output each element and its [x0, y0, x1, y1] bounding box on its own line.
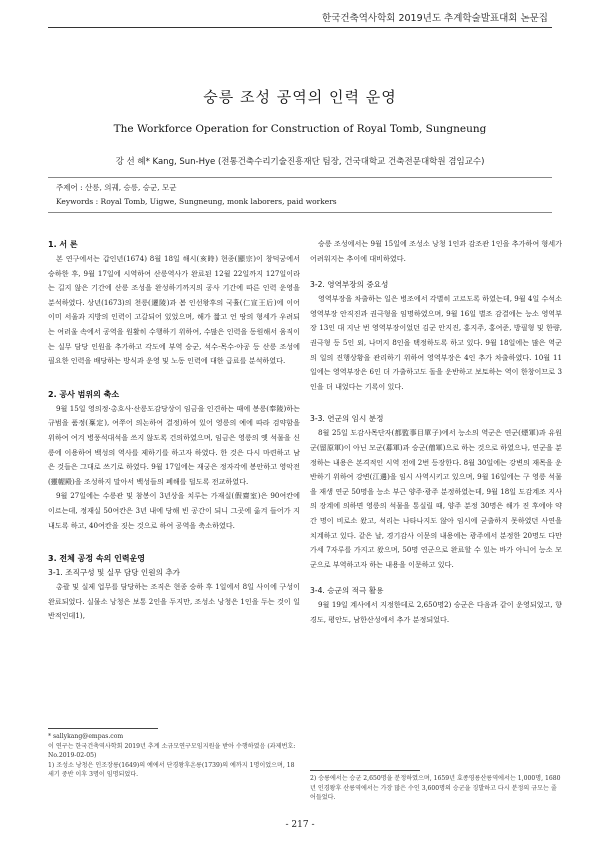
- running-header: [48, 8, 552, 28]
- section-3-1-heading: 3-1. 조직구성 및 실무 담당 인원의 추가: [48, 568, 180, 578]
- keywords-english: Keywords : Royal Tomb, Uigwe, Sungneung, monk laborers, paid workers: [56, 197, 337, 206]
- section-3-3-heading: 3-3. 연군의 임시 분정: [310, 414, 384, 424]
- footnotes-right: [310, 774, 562, 803]
- author-line: 강 선 혜* Kang, Sun-Hye (전통건축수리기술진흥재단 팀장, 건국대학교 건축전문대학원 겸임교수): [115, 157, 485, 167]
- footnotes-left: [48, 732, 300, 780]
- section-3-2-paragraph: 영역부장을 차출하는 일은 병조에서 각별히 고르도록 하였는데, 9월 4일 수석소 영역부장 안직진과 권극형을 임명하였으며, 9월 16일 별조 감결에는 능소 영역부장 13인 대 지난 번 영역부장이었던 김군 안지진, 홍지주, 홍여준, 방필형 및 한량, 권극형 등 5인 외, 나머지 8인을 택정하도록 하고 있다. 9월 18일에는 많은 역군의 일의 진행상황을 관리하기 위하여 영역부장은 4인 추가 차출하였다. 10월 11일에는 영역부장은 6인 더 가출하고도 돌을 운반하고 보토하는 역이 한창이므로 3인을 더 내었다는 기록이 있다.: [310, 294, 563, 391]
- footnote-1: 1) 조성소 낭청은 인조장릉(1649)의 예에서 단경왕후온릉(1739)의 예까지 1명이었으며, 18세기 중반 이후 3명이 임명되었다.: [48, 761, 295, 778]
- footnote-funding: 이 연구는 한국건축역사학회 2019년 추계 소규모연구모임지원을 받아 수행하였음 (과제번호: No.2019-02-05): [48, 742, 296, 759]
- section-3-3-paragraph: 8월 25일 도감사목단자(都監事目單子)에서 능소의 역군은 연군(煙軍)과 유원군(留原軍)이 아닌 모군(募軍)과 승군(僧軍)으로 하는 것으로 하였으나, 연군을 분정하는 내용은 본격적인 시역 전에 2번 등장한다. 8월 30일에는 강변의 재목을 운반하기 위하여 강변(江邊)을 임시 사역시키고 있으며, 9월 16일에는 구 영릉 석물을 재생 연군 50명을 능소 부근 양주·광주 분정하였는데, 9월 18일 도감계조 지사의 장계에 의하면 영릉의 석물을 통실릴 때, 양주 분정 30명은 해가 진 후에야 약간 명이 비로소 왔고, 석리는 나타나지도 않아 임시에 굳출하지 못하였던 사연을 치계하고 있다. 같은 날, 경기감사 이문의 내용에는 광주에서 분정한 20명도 다만 가세 7자루를 가지고 왔으며, 50명 연군으로 완료할 수 있는 바가 아니어 능소 모군으로 부역하고자 하는 내용을 이문하고 있다.: [310, 428, 562, 569]
- header-text: 한국건축역사학회 2019년도 추계학술발표대회 논문집: [322, 13, 548, 24]
- section-3-4-heading: 3-4. 승군의 적극 활용: [310, 586, 384, 596]
- continued-paragraph: 승릉 조성에서는 9월 15일에 조성소 낭청 1인과 감조관 1인을 추가하여 형세가 어려워지는 추이에 대비하였다.: [310, 239, 562, 263]
- section-3-1-paragraph: 총괄 및 실제 업무를 담당하는 조직은 현종 승하 후 1일에서 8일 사이에 구성이 완료되었다. 실물소 낭청은 보통 2인을 두지만, 조성소 낭청은 1인을 두는 것이 일반적인데1),: [48, 582, 300, 621]
- section-3-4-paragraph: 9월 19일 계사에서 지정한데로 2,650명2) 승군은 다음과 같이 운영되었고, 향경도, 평안도, 남한산성에서 추가 분정되었다.: [310, 600, 562, 624]
- section-3-heading: 3. 전체 공정 속의 인력운영: [48, 554, 146, 564]
- keywords-korean: 주제어 : 산릉, 의궤, 승릉, 승군, 모군: [56, 183, 177, 192]
- section-2-paragraph-2: 9월 27일에는 수릉관 및 참봉이 3년상을 치루는 가재실(假齋室)은 90여칸에 이르는데, 정재실 50여칸은 3년 내에 당해 빈 공간이 되니 그곳에 옮겨 들어가 지내도록 하고, 40여칸을 짓는 것으로 하여 공역을 축소하였다.: [48, 491, 300, 530]
- section-1-heading: 1. 서 론: [48, 240, 78, 249]
- footnote-email: * sallykang@empas.com: [48, 733, 124, 740]
- footnote-rule-right: [310, 770, 420, 771]
- left-column: [48, 237, 300, 624]
- section-1-paragraph: 본 연구에서는 갑인년(1674) 8월 18일 해시(亥時) 현종(顯宗)이 창덕궁에서 승하한 후, 9월 17일에 시역하여 산릉역사가 완료된 12월 22일까지 127일이라는 길지 않은 기간에 산릉 조성을 완성하기까지의 공사 기간에 따른 인력 운영을 분석하였다. 상년(1673)의 천릉(遷陵)과 봄 인선왕후의 국휼(仁宣王后)에 이어 이미 서울과 지방의 인력이 고갈되어 있었으며, 해가 짧고 언 땅의 형세가 우려되는 여러울 속에서 공역을 원활히 수행하기 위하여, 수많은 인력을 동원해서 움직이는 실무 담당 인원을 추가하고 각도에 부역 승군, 석수·목수·야공 등 산릉 조성에 필요한 인력을 배당하는 방식과 운영 및 노동 인력에 대한 급료를 분석하였다.: [48, 254, 300, 366]
- right-column: [310, 237, 562, 627]
- section-3-2-heading: 3-2. 영역부장의 중요성: [310, 280, 389, 290]
- title-english: The Workforce Operation for Construction of Royal Tomb, Sungneung: [113, 123, 487, 135]
- section-2-paragraph-1: 9월 15일 영의정·총호사·산릉도감당상이 임금을 인견하는 때에 봉릉(奉陵)하는 규범을 품정(稟定), 여쭈어 의논하여 결정)하여 있어 영릉의 예에 따라 검약함을 위하여 여겨 병풍석대석을 쓰지 않도록 건의하였으며, 임금은 영릉의 옛 석물을 신릉에 이용하여 백성의 역사를 제하기를 하고자 하였다. 한 것은 다시 마련하고 남은 것들은 그대로 쓰기로 하였다. 9월 17일에는 재궁은 정자각에 봉안하고 영악전(靈幄殿)을 조성하지 말아서 백성들의 폐해를 덜도록 전교하였다.: [48, 403, 300, 486]
- page-number: - 217 -: [285, 820, 315, 830]
- keywords-box: [48, 177, 552, 213]
- section-2-heading: 2. 공사 범위의 축소: [48, 389, 120, 399]
- footnote-2: 2) 승릉에서는 승군 2,650명을 분정하였으며, 1659년 효종영릉산릉역에서는 1,000명, 1680년 인경왕후 산릉역에서는 가장 많은 수인 3,600명의 승군을 징발하고 다시 분정의 규모는 줄어들었다.: [310, 775, 561, 801]
- footnote-rule-left: [48, 728, 158, 729]
- title-korean: 숭릉 조성 공역의 인력 운영: [203, 88, 397, 106]
